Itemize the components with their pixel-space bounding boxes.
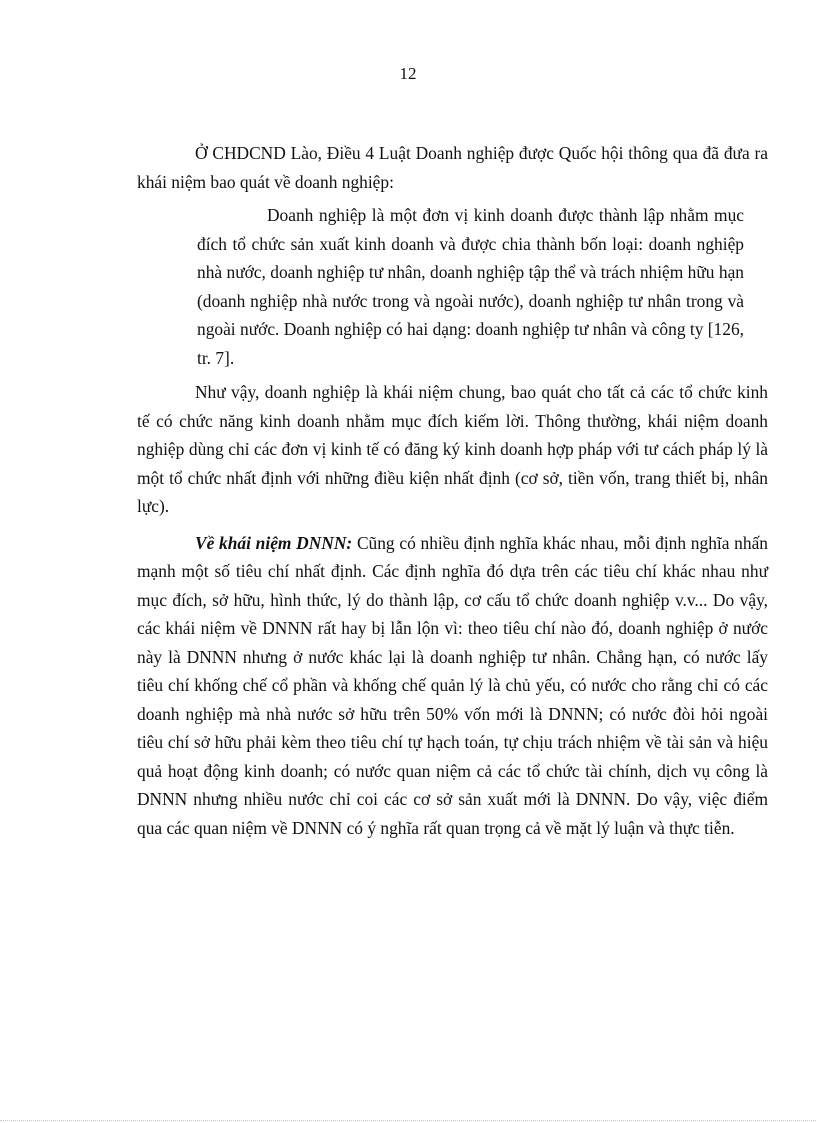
concept-paragraph bbox=[137, 529, 768, 843]
page-bottom-divider bbox=[0, 1120, 816, 1121]
intro-paragraph: Ở CHDCND Lào, Điều 4 Luật Doanh nghiệp được Quốc hội thông qua đã đưa ra khái niệm bao quát về doanh nghiệp: bbox=[137, 143, 768, 192]
page-number: 12 bbox=[399, 64, 417, 83]
summary-paragraph: Như vậy, doanh nghiệp là khái niệm chung, bao quát cho tất cả các tổ chức kinh tế có chức năng kinh doanh nhằm mục đích kiếm lời. Thông thường, khái niệm doanh nghiệp dùng chỉ các đơn vị kinh tế có đăng ký kinh doanh hợp pháp với tư cách pháp lý là một tổ chức nhất định với những điều kiện nhất định (cơ sở, tiền vốn, trang thiết bị, nhân lực). bbox=[137, 382, 768, 516]
document-body bbox=[137, 139, 768, 842]
concept-heading: Về khái niệm DNNN: bbox=[195, 532, 353, 553]
block-quote: Doanh nghiệp là một đơn vị kinh doanh được thành lập nhằm mục đích tổ chức sản xuất kinh doanh và được chia thành bốn loại: doanh nghiệp nhà nước, doanh nghiệp tư nhân, doanh nghiệp tập thể và trách nhiệm hữu hạn (doanh nghiệp nhà nước trong và ngoài nước), doanh nghiệp tư nhân trong và ngoài nước. Doanh nghiệp có hai dạng: doanh nghiệp tư nhân và công ty [126, tr. 7]. bbox=[197, 205, 744, 368]
concept-body: Cũng có nhiều định nghĩa khác nhau, mỗi định nghĩa nhấn mạnh một số tiêu chí nhất định. Các định nghĩa đó dựa trên các tiêu chí khác nhau như mục đích, sở hữu, hình thức, lý do thành lập, cơ cấu tổ chức doanh nghiệp v.v... Do vậy, các khái niệm về DNNN rất hay bị lẫn lộn vì: theo tiêu chí nào đó, doanh nghiệp ở nước này là DNNN nhưng ở nước khác lại là doanh nghiệp tư nhân. Chẳng hạn, có nước lấy tiêu chí khống chế cổ phần và khống chế quản lý là chủ yếu, có nước cho rằng chỉ có các doanh nghiệp mà nhà nước sở hữu trên 50% vốn mới là DNNN; có nước đòi hỏi ngoài tiêu chí sở hữu phải kèm theo tiêu chí tự hạch toán, tự chịu trách nhiệm về tài sản và hiệu quả hoạt động kinh doanh; có nước quan niệm cả các tổ chức tài chính, dịch vụ công là DNNN nhưng nhiều nước chỉ coi các cơ sở sản xuất mới là DNNN. Do vậy, việc điểm qua các quan niệm về DNNN có ý nghĩa rất quan trọng cả về mặt lý luận và thực tiễn. bbox=[137, 532, 768, 838]
